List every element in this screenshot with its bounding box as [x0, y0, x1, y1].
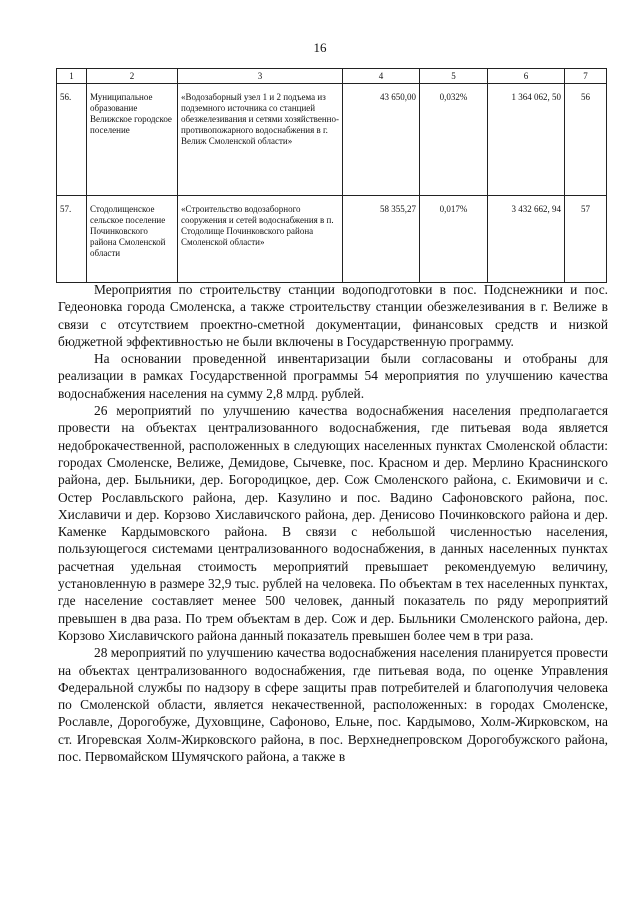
body-text [58, 281, 608, 765]
paragraph: 26 мероприятий по улучшению качества водоснабжения населения предполагается провести на объектах централизованного водоснабжения, где питьевая вода является недоброкачественной, расположенных в следующих населенных пунктах Смоленской области: городах Смоленске, Велиже, Демидове, Сычевке, пос. Красном и дер. Мерлино Краснинского района, дер. Быльники, дер. Богородицкое, дер. Сож Смоленского района, с. Екимовичи и с. Остер Рославльского района, дер. Казулино и пос. Вадино Сафоновского района, пос. Хиславичи и дер. Корзово Хиславичского района, дер. Денисово Починковского района и дер. Каменке Кардымовского района. В связи с небольшой численностью населения, пользующегося системами централизованного водоснабжения, в данных населенных пунктах расчетная удельная стоимость мероприятий превышает рекомендуемую величину, установленную в размере 32,9 тыс. рублей на человека. По объектам в тех населенных пунктах, где население составляет менее 500 человек, данный показатель по ряду мероприятий превышен в два раза. По трем объектам в дер. Сож и дер. Быльники Смоленского района, дер. Корзово Хиславичского района данный показатель превышен более чем в три раза. [58, 403, 608, 643]
column-header: 2 [87, 69, 178, 84]
table-row [57, 196, 607, 283]
projects-table [56, 68, 607, 283]
table-header-row [57, 69, 607, 84]
paragraph: 28 мероприятий по улучшению качества водоснабжения населения планируется провести на объектах централизованного водоснабжения, где питьевая вода, по оценке Управления Федеральной службы по надзору в сфере защиты прав потребителей и благополучия человека по Смоленской области, является некачественной, расположенных: в городах Смоленске, Рославле, Дорогобуже, Духовщине, Сафоново, Ельне, пос. Кардымово, Холм-Жирковском, на ст. Игоревская Холм-Жирковского района, в пос. Верхнеднепровском Дорогобужского района, пос. Первомайском Шумячского района, а также в [58, 645, 608, 765]
per-capita-cell: 3 432 662, 94 [488, 196, 565, 283]
share-cell: 0,032% [420, 84, 488, 196]
rank-cell: 57 [565, 196, 607, 283]
rank-cell: 56 [565, 84, 607, 196]
column-header: 6 [488, 69, 565, 84]
municipality-cell: Стодолищенское сельское поселение Починковского района Смоленской области [87, 196, 178, 283]
paragraph: Мероприятия по строительству станции водоподготовки в пос. Подснежники и пос. Гедеоновка города Смоленска, а также строительству станции обезжелезивания в г. Велиже в связи с отсутствием проектно-сметной документации, финансовых средств и низкой бюджетной эффективностью не были включены в Государственную программу. [58, 282, 608, 349]
table-row [57, 84, 607, 196]
row-number: 57. [57, 196, 87, 283]
column-header: 1 [57, 69, 87, 84]
share-cell: 0,017% [420, 196, 488, 283]
column-header: 7 [565, 69, 607, 84]
column-header: 5 [420, 69, 488, 84]
paragraph: На основании проведенной инвентаризации были согласованы и отобраны для реализации в рамках Государственной программы 54 мероприятия по улучшению качества водоснабжения населения на сумму 2,8 млрд. рублей. [58, 351, 608, 401]
row-number: 56. [57, 84, 87, 196]
cost-cell: 58 355,27 [343, 196, 420, 283]
column-header: 3 [178, 69, 343, 84]
municipality-cell: Муниципальное образование Велижское городское поселение [87, 84, 178, 196]
column-header: 4 [343, 69, 420, 84]
cost-cell: 43 650,00 [343, 84, 420, 196]
project-cell: «Строительство водозаборного сооружения и сетей водоснабжения в п. Стодолище Починковского района Смоленской области» [178, 196, 343, 283]
project-cell: «Водозаборный узел 1 и 2 подъема из подземного источника со станцией обезжелезивания и сетями хозяйственно-противопожарного водоснабжения в г. Велиж Смоленской области» [178, 84, 343, 196]
per-capita-cell: 1 364 062, 50 [488, 84, 565, 196]
page-number: 16 [313, 40, 327, 55]
